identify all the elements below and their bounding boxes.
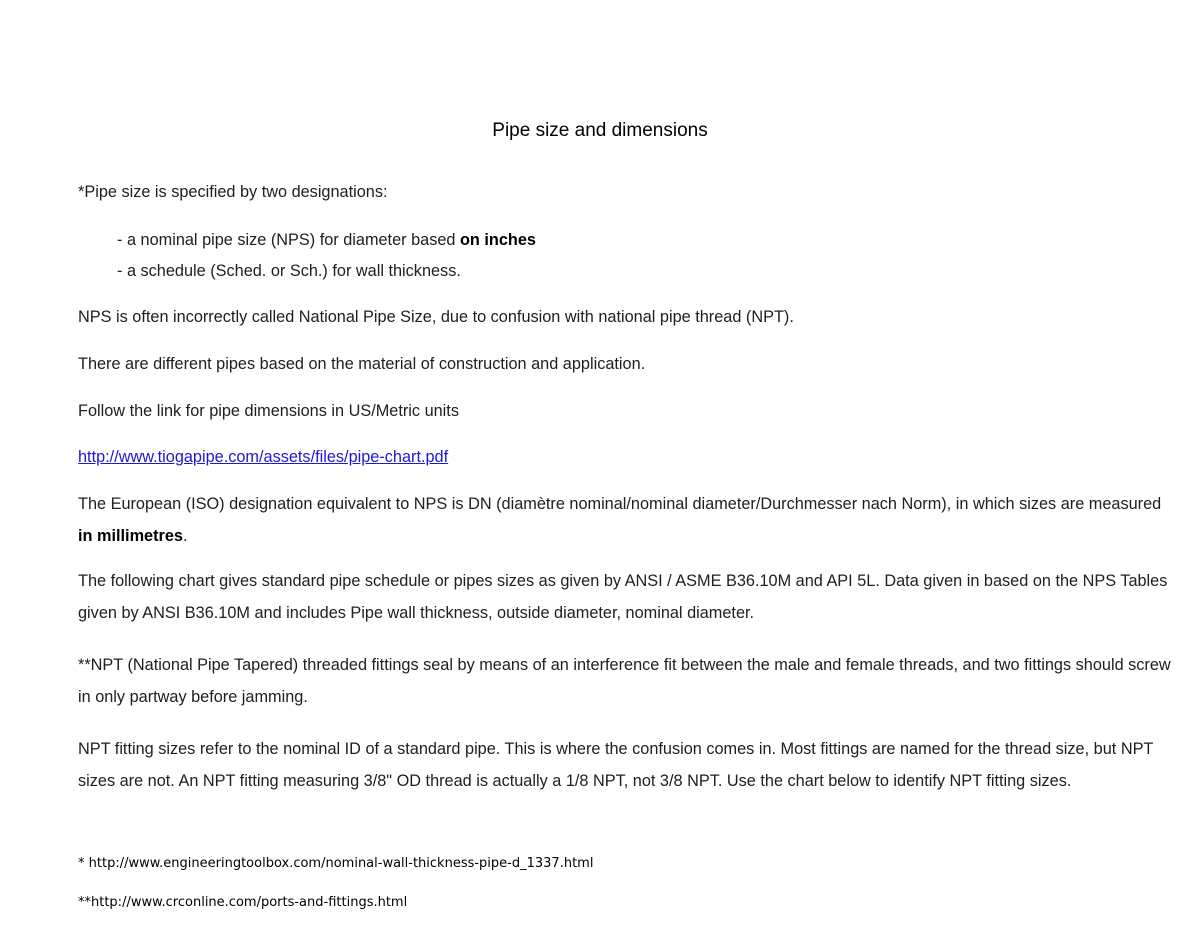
bullet-nps-bold: on inches [459, 231, 536, 249]
iso-bold: in millimetres [78, 526, 183, 545]
follow-link-paragraph: Follow the link for pipe dimensions in US/Metric units [78, 402, 459, 420]
link-paragraph [78, 442, 1178, 474]
iso-paragraph [78, 489, 1178, 552]
nps-paragraph: NPS is often incorrectly called National Pipe Size, due to confusion with national pipe thread (NPT). [78, 308, 794, 326]
footnote-2: **http://www.crconline.com/ports-and-fittings.html [78, 895, 408, 910]
page-title: Pipe size and dimensions [492, 120, 708, 141]
fitting-paragraph: NPT fitting sizes refer to the nominal ID of a standard pipe. This is where the confusion comes in. Most fittings are named for the thread size, but NPT sizes are not. An NPT fitting measuring 3/8" OD thread is actually a 1/8 NPT, not 3/8 NPT. Use the chart below to identify NPT fitting sizes. [78, 740, 1154, 790]
pipe-chart-link[interactable]: http://www.tiogapipe.com/assets/files/pipe-chart.pdf [78, 448, 449, 466]
chart-paragraph: The following chart gives standard pipe schedule or pipes sizes as given by ANSI / ASME B36.10M and API 5L. Data given in based on the NPS Tables given by ANSI B36.10M and includes Pipe wall thickness, outside diameter, nominal diameter. [78, 572, 1168, 622]
npt-paragraph: **NPT (National Pipe Tapered) threaded fittings seal by means of an interference fit between the male and female threads, and two fittings should screw in only partway before jamming. [78, 656, 1171, 706]
intro-paragraph: *Pipe size is specified by two designations: [78, 183, 388, 201]
bullet-schedule: - a schedule (Sched. or Sch.) for wall thickness. [117, 262, 461, 280]
bullet-nps-text: - a nominal pipe size (NPS) for diameter based [117, 231, 460, 249]
footnote-1: * http://www.engineeringtoolbox.com/nominal-wall-thickness-pipe-d_1337.html [78, 856, 594, 871]
bullet-nps [117, 225, 536, 256]
material-paragraph: There are different pipes based on the material of construction and application. [78, 355, 646, 373]
iso-end: . [182, 526, 188, 545]
iso-text: The European (ISO) designation equivalent to NPS is DN (diamètre nominal/nominal diameter/Durchmesser nach Norm), in which sizes are measured [78, 495, 1162, 513]
